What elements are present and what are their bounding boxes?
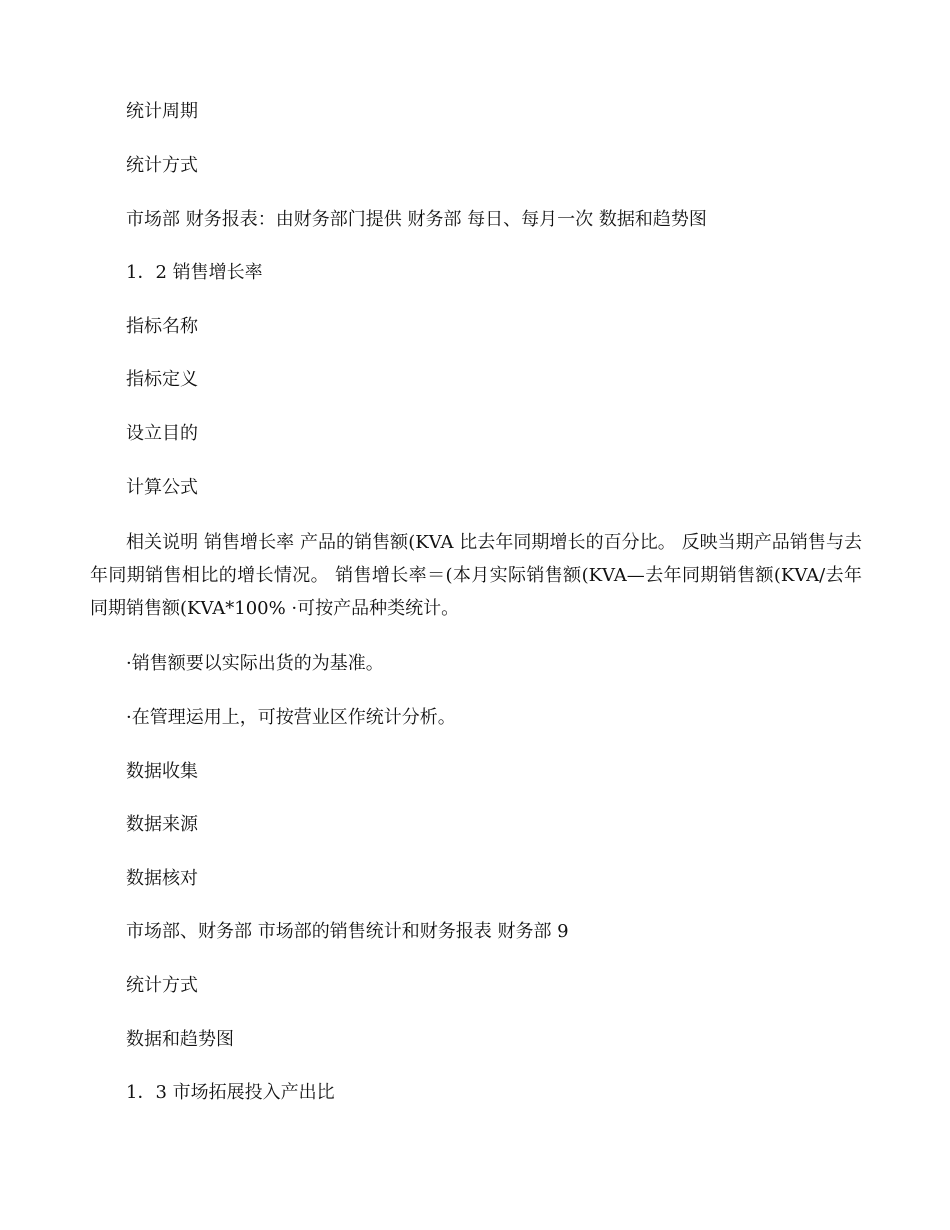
text-line-stat-method-2: 统计方式 [126, 975, 198, 996]
text-line-data-collection: 数据收集 [126, 761, 198, 782]
text-line-stat-period: 统计周期 [126, 101, 198, 122]
text-line-purpose: 设立目的 [126, 423, 198, 444]
description-paragraph: 相关说明 销售增长率 产品的销售额(KVA 比去年同期增长的百分比。 反映当期产品销售与去年同期销售相比的增长情况。 销售增长率＝(本月实际销售额(KVA—去年同期销售额(KVA/去年同期销售额(KVA*100% ·可按产品种类统计。 [90, 532, 862, 619]
text-line-sales-basis: ·销售额要以实际出货的为基准。 [126, 653, 384, 674]
text-line-indicator-name: 指标名称 [126, 316, 198, 337]
section-heading-1-3: 1．3 市场拓展投入产出比 [126, 1082, 335, 1103]
text-line-stat-method: 统计方式 [126, 155, 198, 176]
text-line-market-finance: 市场部 财务报表：由财务部门提供 财务部 每日、每月一次 数据和趋势图 [126, 209, 707, 230]
text-line-formula: 计算公式 [126, 477, 198, 498]
section-heading-1-2: 1．2 销售增长率 [126, 262, 263, 283]
text-line-data-trend: 数据和趋势图 [126, 1029, 234, 1050]
text-line-region-analysis: ·在管理运用上，可按营业区作统计分析。 [126, 707, 456, 728]
text-line-departments: 市场部、财务部 市场部的销售统计和财务报表 财务部 9 [126, 921, 569, 942]
text-line-indicator-definition: 指标定义 [126, 369, 198, 390]
text-line-data-source: 数据来源 [126, 814, 198, 835]
text-line-data-check: 数据核对 [126, 868, 198, 889]
